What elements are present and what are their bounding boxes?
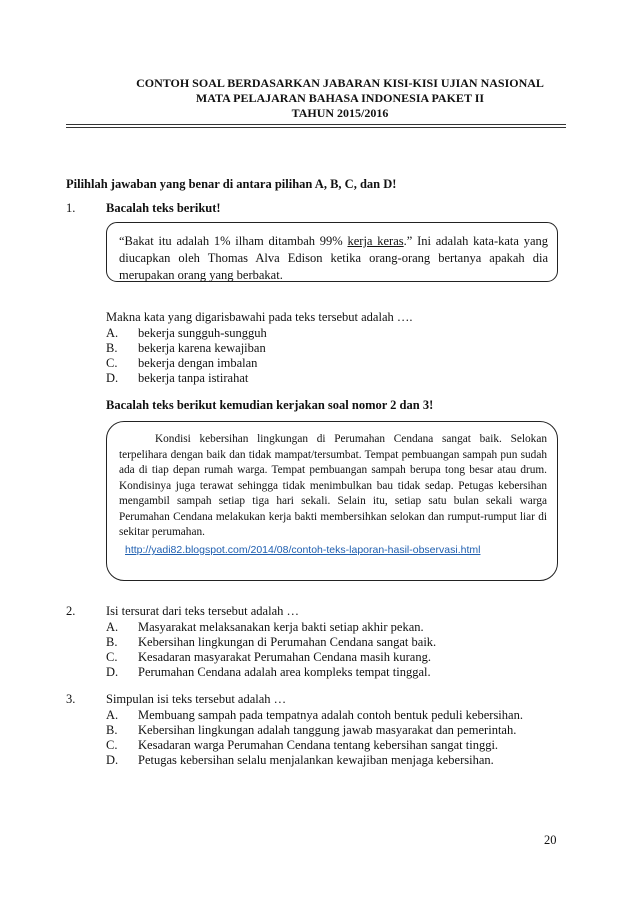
q3-option-c-letter: C.: [106, 738, 118, 752]
q2-option-d-text: Perumahan Cendana adalah area kompleks tempat tinggal.: [138, 665, 431, 679]
q1-option-b-text: bekerja karena kewajiban: [138, 341, 266, 355]
header-title-line2: MATA PELAJARAN BAHASA INDONESIA PAKET II: [195, 91, 485, 105]
q1-option-c-text: bekerja dengan imbalan: [138, 356, 258, 370]
q1-quote-box: [106, 222, 558, 282]
q2-number: 2.: [66, 604, 76, 618]
q1-option-a-letter: A.: [106, 326, 119, 340]
q2-option-a-text: Masyarakat melaksanakan kerja bakti setiap akhir pekan.: [138, 620, 424, 634]
q3-option-b-text: Kebersihan lingkungan adalah tanggung jawab masyarakat dan pemerintah.: [138, 723, 517, 737]
q2-option-b-text: Kebersihan lingkungan di Perumahan Cendana sangat baik.: [138, 635, 437, 649]
passage-text: Kondisi kebersihan lingkungan di Perumahan Cendana sangat baik. Selokan terpelihara dengan baik dan tidak mampat/tersumbat. Tempat pembuangan sampah pun sudah ada di tiap depan rumah warga. Tempat pembuangan sampah berupa tong besar atau drum. Kondisinya juga terawat sehingga tidak menimbulkan bau tidak sedap. Petugas kebersihan mengambil sampah setiap tiga hari sekali. Selain itu, setiap satu bulan sekali warga Perumahan Cendana melakukan kerja bakti membersihkan selokan dan rumput-rumput liar di sekitar perumahan.: [119, 433, 547, 538]
q2-option-a-letter: A.: [106, 620, 119, 634]
q1-option-b-letter: B.: [106, 341, 118, 355]
q3-option-a-letter: A.: [106, 708, 119, 722]
q2-question: Isi tersurat dari teks tersebut adalah …: [106, 604, 299, 618]
q1-option-d-text: bekerja tanpa istirahat: [138, 371, 249, 385]
q1-prompt: Bacalah teks berikut!: [106, 201, 221, 215]
q2-option-b-letter: B.: [106, 635, 118, 649]
q3-question: Simpulan isi teks tersebut adalah …: [106, 692, 287, 706]
q1-number: 1.: [66, 201, 76, 215]
q3-option-c-text: Kesadaran warga Perumahan Cendana tentang kebersihan sangat tinggi.: [138, 738, 499, 752]
q3-number: 3.: [66, 692, 76, 706]
page-number: 20: [544, 833, 557, 847]
q2-option-d-letter: D.: [106, 665, 119, 679]
q1-option-a-text: bekerja sungguh-sungguh: [138, 326, 267, 340]
q2-option-c-letter: C.: [106, 650, 118, 664]
passage-prompt: Bacalah teks berikut kemudian kerjakan soal nomor 2 dan 3!: [106, 398, 434, 412]
q1-option-c-letter: C.: [106, 356, 118, 370]
q1-quote-underlined: kerja keras: [347, 234, 404, 248]
header-title-line1: CONTOH SOAL BERDASARKAN JABARAN KISI-KISI UJIAN NASIONAL: [136, 76, 544, 90]
header-title-line3: TAHUN 2015/2016: [291, 106, 389, 120]
q2-option-c-text: Kesadaran masyarakat Perumahan Cendana masih kurang.: [138, 650, 431, 664]
passage-box: [106, 421, 558, 581]
q1-quote-before: “Bakat itu adalah 1% ilham ditambah 99%: [119, 234, 348, 248]
q1-option-d-letter: D.: [106, 371, 119, 385]
passage-source-link[interactable]: http://yadi82.blogspot.com/2014/08/contoh-teks-laporan-hasil-observasi.html: [125, 544, 481, 556]
q3-option-a-text: Membuang sampah pada tempatnya adalah contoh bentuk peduli kebersihan.: [138, 708, 523, 722]
q1-quote-after: .” Ini adalah kata-kata yang diucapkan oleh Thomas Alva Edison ketika orang-orang bertanya apakah dia merupakan orang yang berbakat.: [119, 234, 549, 282]
instruction: Pilihlah jawaban yang benar di antara pilihan A, B, C, dan D!: [66, 177, 397, 191]
q1-question: Makna kata yang digarisbawahi pada teks tersebut adalah ….: [106, 310, 413, 324]
q3-option-d-text: Petugas kebersihan selalu menjalankan kewajiban menjaga kebersihan.: [138, 753, 494, 767]
header-rule-top: [66, 124, 566, 125]
q3-option-d-letter: D.: [106, 753, 119, 767]
q3-option-b-letter: B.: [106, 723, 118, 737]
header-rule-bottom: [66, 127, 566, 128]
